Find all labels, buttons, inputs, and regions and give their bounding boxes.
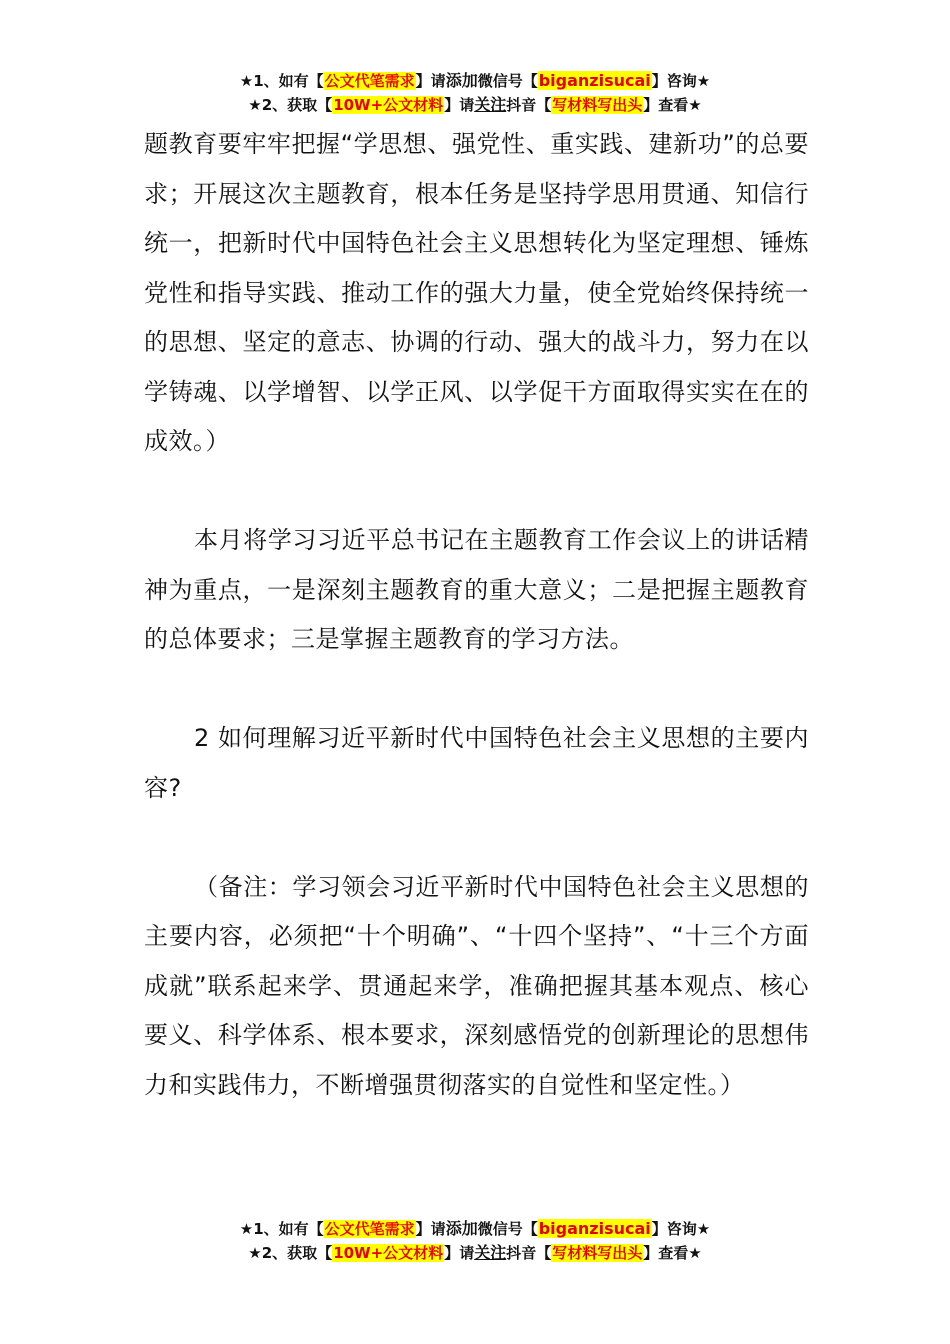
materials-highlight: 10W+公文材料 — [333, 1244, 444, 1262]
douyin-id-highlight: 写材料写出头 — [552, 96, 643, 114]
banner-text: 2、获取【 — [261, 1244, 333, 1262]
banner-line-1 — [0, 69, 950, 93]
banner-text: 】请 — [415, 72, 446, 90]
banner-text: 微信号【 — [477, 72, 538, 90]
banner-text: 抖音【 — [506, 1244, 552, 1262]
star-icon: ★ — [239, 1220, 254, 1238]
banner-text: 】咨询★ — [651, 1220, 711, 1238]
banner-emphasis: 添加 — [445, 1219, 478, 1238]
document-body — [144, 120, 809, 1110]
banner-emphasis: 关注 — [474, 95, 507, 114]
wechat-id-highlight: biganzisucai — [538, 71, 651, 90]
banner-text: 抖音【 — [506, 96, 552, 114]
banner-text: 微信号【 — [477, 1220, 538, 1238]
service-highlight: 公文代笔需求 — [324, 1220, 415, 1238]
wechat-id-highlight: biganzisucai — [538, 1219, 651, 1238]
banner-text: 】请 — [444, 1244, 475, 1262]
banner-text: 】咨询★ — [651, 72, 711, 90]
header-banner — [0, 69, 950, 117]
banner-text: 】请 — [444, 96, 475, 114]
note-paragraph: （备注：学习领会习近平新时代中国特色社会主义思想的主要内容，必须把“十个明确”、“十四个坚持”、“十三个方面成就”联系起来学、贯通起来学，准确把握其基本观点、核心要义、科学体系、根本要求，深刻感悟党的创新理论的思想伟力和实践伟力，不断增强贯彻落实的自觉性和坚定性。） — [144, 872, 809, 1099]
banner-text: 】查看★ — [643, 1244, 702, 1262]
banner-text: 2、获取【 — [261, 96, 333, 114]
star-icon: ★ — [239, 72, 254, 90]
banner-text: 】查看★ — [643, 96, 702, 114]
paragraph-monthly-plan: 本月将学习习近平总书记在主题教育工作会议上的讲话精神为重点，一是深刻主题教育的重大意义；二是把握主题教育的总体要求；三是掌握主题教育的学习方法。 — [144, 526, 809, 653]
star-icon: ★ — [248, 96, 262, 114]
banner-emphasis: 添加 — [445, 71, 478, 90]
banner-line-1 — [0, 1217, 950, 1241]
banner-text: 1、如有【 — [253, 72, 324, 90]
banner-line-2 — [0, 1241, 950, 1265]
question-heading: 2 如何理解习近平新时代中国特色社会主义思想的主要内容? — [144, 724, 809, 802]
service-highlight: 公文代笔需求 — [324, 72, 415, 90]
paragraph-continued: 题教育要牢牢把握“学思想、强党性、重实践、建新功”的总要求；开展这次主题教育，根本任务是坚持学思用贯通、知信行统一，把新时代中国特色社会主义思想转化为坚定理想、锤炼党性和指导实践、推动工作的强大力量，使全党始终保持统一的思想、坚定的意志、协调的行动、强大的战斗力，努力在以学铸魂、以学增智、以学正风、以学促干方面取得实实在在的成效。） — [144, 130, 809, 455]
douyin-id-highlight: 写材料写出头 — [552, 1244, 643, 1262]
banner-text: 】请 — [415, 1220, 446, 1238]
banner-emphasis: 关注 — [474, 1243, 507, 1262]
materials-highlight: 10W+公文材料 — [333, 96, 444, 114]
footer-banner — [0, 1217, 950, 1265]
banner-line-2 — [0, 93, 950, 117]
banner-text: 1、如有【 — [253, 1220, 324, 1238]
star-icon: ★ — [248, 1244, 262, 1262]
